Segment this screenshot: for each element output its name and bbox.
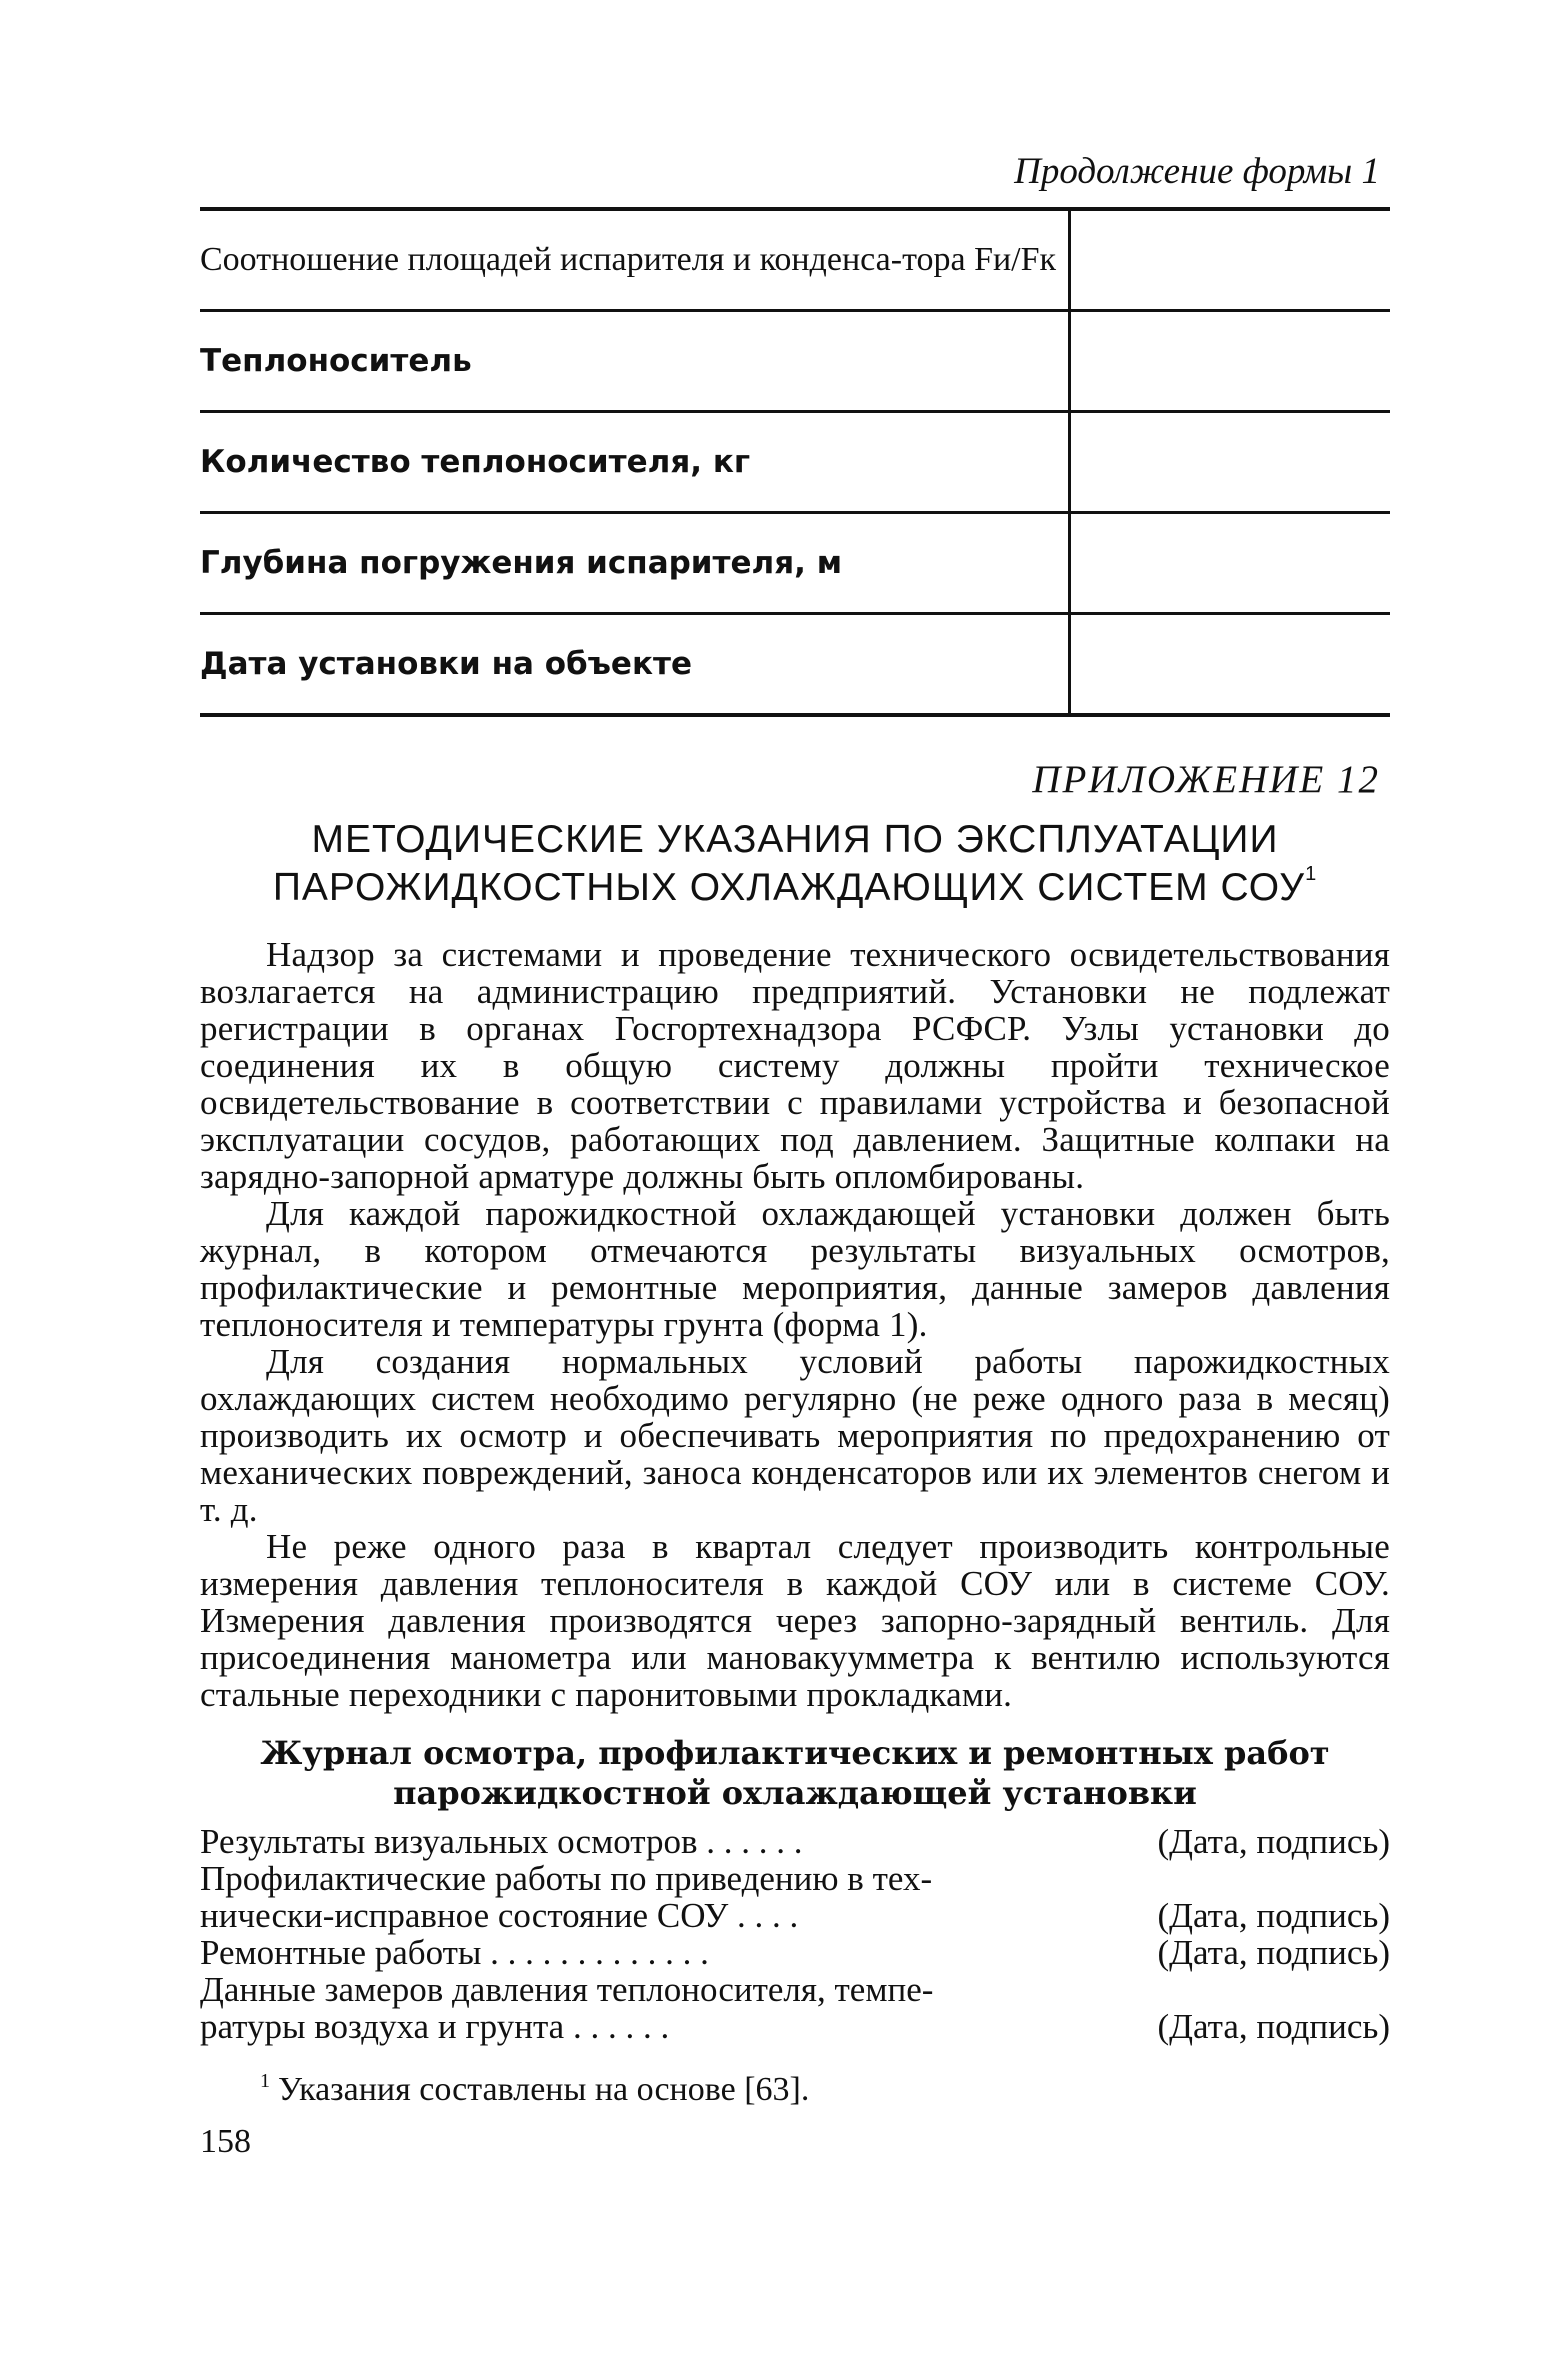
journal-entry-text: Ремонтные работы . . . . . . . . . . . . .	[200, 1933, 709, 1972]
appendix-label: ПРИЛОЖЕНИЕ 12	[1032, 758, 1380, 801]
form-continuation-heading: Продолжение формы 1	[1014, 151, 1380, 192]
form-row	[200, 614, 1390, 716]
form-row-label: Глубина погружения испарителя, м	[200, 513, 1070, 614]
paragraph: Для каждой парожидкостной охлаждающей установки должен быть журнал, в котором отмечаются результаты визуальных осмотров, профилактические и ремонтные мероприятия, данные замеров давления теплоносителя и температуры грунта (форма 1).	[200, 1194, 1390, 1344]
appendix-title-line-1: МЕТОДИЧЕСКИЕ УКАЗАНИЯ ПО ЭКСПЛУАТАЦИИ	[311, 818, 1279, 861]
journal-entry-text: Данные замеров давления теплоносителя, темпе-	[200, 1970, 934, 2009]
form-row-label: Дата установки на объекте	[200, 614, 1070, 716]
footnote-text: Указания составлены на основе [63].	[278, 2071, 810, 2108]
journal-entry	[200, 1860, 1390, 1897]
form-row-label: Теплоноситель	[200, 311, 1070, 412]
appendix-title-line-2	[200, 864, 1390, 912]
journal-entry-text: Профилактические работы по приведению в тех-	[200, 1859, 933, 1898]
footnote-marker: 1	[260, 2070, 270, 2092]
journal-entry	[200, 1971, 1390, 2008]
journal-entry-signature: (Дата, подпись)	[1157, 1822, 1390, 1861]
form-row	[200, 412, 1390, 513]
journal-entry-continuation	[200, 2008, 1390, 2045]
journal-entry-signature: (Дата, подпись)	[1157, 2007, 1390, 2046]
body-text	[200, 936, 1390, 1713]
journal-entry-text: нически-исправное состояние СОУ . . . .	[200, 1896, 799, 1935]
journal-entry-continuation	[200, 1897, 1390, 1934]
form-row	[200, 311, 1390, 412]
footnote	[200, 2071, 1390, 2109]
journal-entry-text: Результаты визуальных осмотров . . . . . .	[200, 1822, 803, 1861]
form-row-label: Соотношение площадей испарителя и конденса-тора Fи/Fк	[200, 241, 1057, 278]
journal-entry	[200, 1823, 1390, 1860]
journal-title-line-2: парожидкостной охлаждающей установки	[393, 1774, 1197, 1812]
form-row-label: Количество теплоносителя, кг	[200, 412, 1070, 513]
journal-title-line-1: Журнал осмотра, профилактических и ремонтных работ	[260, 1734, 1330, 1772]
paragraph: Надзор за системами и проведение технического освидетельствования возлагается на администрацию предприятий. Установки не подлежат регистрации в органах Госгортехнадзора РСФСР. Узлы установки до соединения их в общую систему должны пройти техническое освидетельствование в соответствии с правилами устройства и безопасной эксплуатации сосудов, работающих под давлением. Защитные колпаки на зарядно-запорной арматуре должны быть опломбированы.	[200, 935, 1390, 1196]
appendix-title-line-2-text: ПАРОЖИДКОСТНЫХ ОХЛАЖДАЮЩИХ СИСТЕМ СОУ	[272, 866, 1306, 909]
appendix-title	[200, 816, 1390, 912]
form-row	[200, 209, 1390, 311]
journal-entry-signature: (Дата, подпись)	[1157, 1896, 1390, 1935]
journal-entry-signature: (Дата, подпись)	[1157, 1933, 1390, 1972]
form-row-value	[1070, 311, 1390, 412]
page-number: 158	[200, 2123, 251, 2160]
journal-entry-text: ратуры воздуха и грунта . . . . . .	[200, 2007, 670, 2046]
paragraph: Для создания нормальных условий работы парожидкостных охлаждающих систем необходимо регулярно (не реже одного раза в месяц) производить их осмотр и обеспечивать мероприятия по предохранению от механических повреждений, заноса конденсаторов или их элементов снегом и т. д.	[200, 1342, 1390, 1529]
form-row-value	[1070, 614, 1390, 716]
form-table	[200, 207, 1390, 717]
form-row-value	[1070, 209, 1390, 311]
form-row-value	[1070, 412, 1390, 513]
paragraph: Не реже одного раза в квартал следует производить контрольные измерения давления теплоносителя в каждой СОУ или в системе СОУ. Измерения давления производятся через запорно-зарядный вентиль. Для присоединения манометра или мановакуумметра к вентилю используются стальные переходники с паронитовыми прокладками.	[200, 1527, 1390, 1714]
journal-title	[200, 1733, 1390, 1813]
form-row	[200, 513, 1390, 614]
journal-entry-list	[200, 1823, 1390, 2045]
footnote-reference: 1	[1305, 863, 1318, 885]
journal-entry	[200, 1934, 1390, 1971]
form-row-value	[1070, 513, 1390, 614]
book-page	[200, 150, 1390, 2161]
